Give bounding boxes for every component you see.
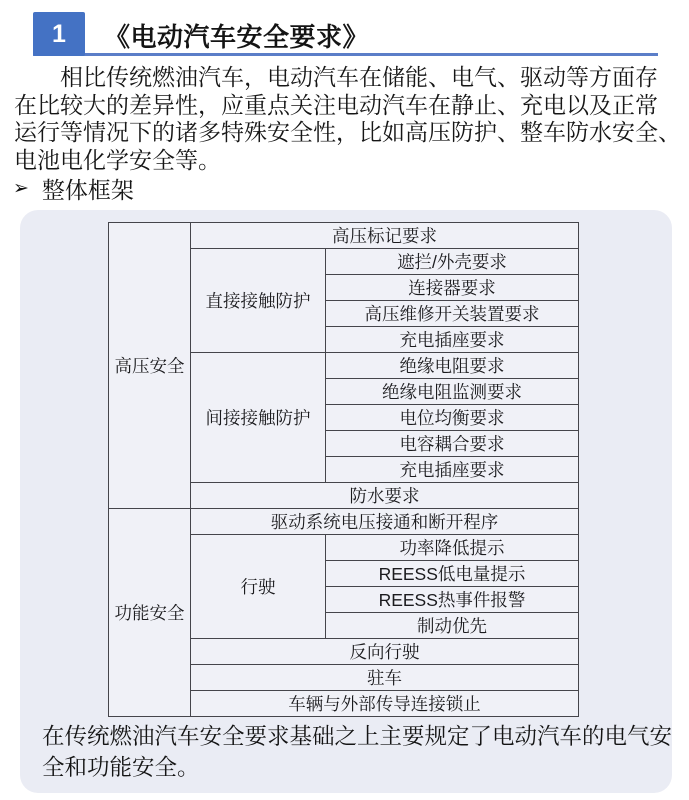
cell-high-voltage-safety: 高压安全 xyxy=(109,223,191,509)
table-cell: 充电插座要求 xyxy=(326,327,579,353)
intro-line: 在比较大的差异性，应重点关注电动汽车在静止、充电以及正常 xyxy=(14,91,658,118)
table-cell: 高压维修开关装置要求 xyxy=(326,301,579,327)
summary-note xyxy=(42,721,673,783)
section-title: 《电动汽车安全要求》 xyxy=(104,22,370,52)
section-number-badge xyxy=(33,12,85,56)
table-cell: 功率降低提示 xyxy=(326,535,579,561)
framework-table xyxy=(108,222,579,717)
intro-line: 相比传统燃油汽车，电动汽车在储能、电气、驱动等方面存 xyxy=(60,64,658,90)
table-cell: 高压标记要求 xyxy=(191,223,579,249)
table-cell: 防水要求 xyxy=(191,483,579,509)
table-cell: REESS热事件报警 xyxy=(326,587,579,613)
table-cell: REESS低电量提示 xyxy=(326,561,579,587)
table-cell: 电位均衡要求 xyxy=(326,405,579,431)
note-line: 在传统燃油汽车安全要求基础之上主要规定了电动汽车的电气安 xyxy=(42,724,673,749)
cell-driving: 行驶 xyxy=(191,535,326,639)
intro-line: 电池电化学安全等。 xyxy=(14,146,221,173)
framework-heading xyxy=(13,172,134,205)
table-cell: 反向行驶 xyxy=(191,639,579,665)
arrow-bullet-icon: ➢ xyxy=(13,178,29,199)
table-cell: 电容耦合要求 xyxy=(326,431,579,457)
intro-line: 运行等情况下的诸多特殊安全性，比如高压防护、整车防水安全、 xyxy=(14,119,681,145)
note-line: 全和功能安全。 xyxy=(42,755,200,780)
section-number: 1 xyxy=(52,19,66,48)
table-cell: 车辆与外部传导连接锁止 xyxy=(191,691,579,717)
table-row xyxy=(109,223,579,249)
cell-indirect-contact-protection: 间接接触防护 xyxy=(191,353,326,483)
framework-label: 整体框架 xyxy=(41,177,134,203)
framework-card xyxy=(20,210,672,793)
table-cell: 绝缘电阻要求 xyxy=(326,353,579,379)
table-row xyxy=(109,509,579,535)
cell-direct-contact-protection: 直接接触防护 xyxy=(191,249,326,353)
table-cell: 充电插座要求 xyxy=(326,457,579,483)
table-cell: 制动优先 xyxy=(326,613,579,639)
table-cell: 连接器要求 xyxy=(326,275,579,301)
table-cell: 驻车 xyxy=(191,665,579,691)
intro-paragraph xyxy=(14,64,686,174)
table-cell: 绝缘电阻监测要求 xyxy=(326,379,579,405)
table-cell: 驱动系统电压接通和断开程序 xyxy=(191,509,579,535)
cell-functional-safety: 功能安全 xyxy=(109,509,191,717)
table-cell: 遮拦/外壳要求 xyxy=(326,249,579,275)
